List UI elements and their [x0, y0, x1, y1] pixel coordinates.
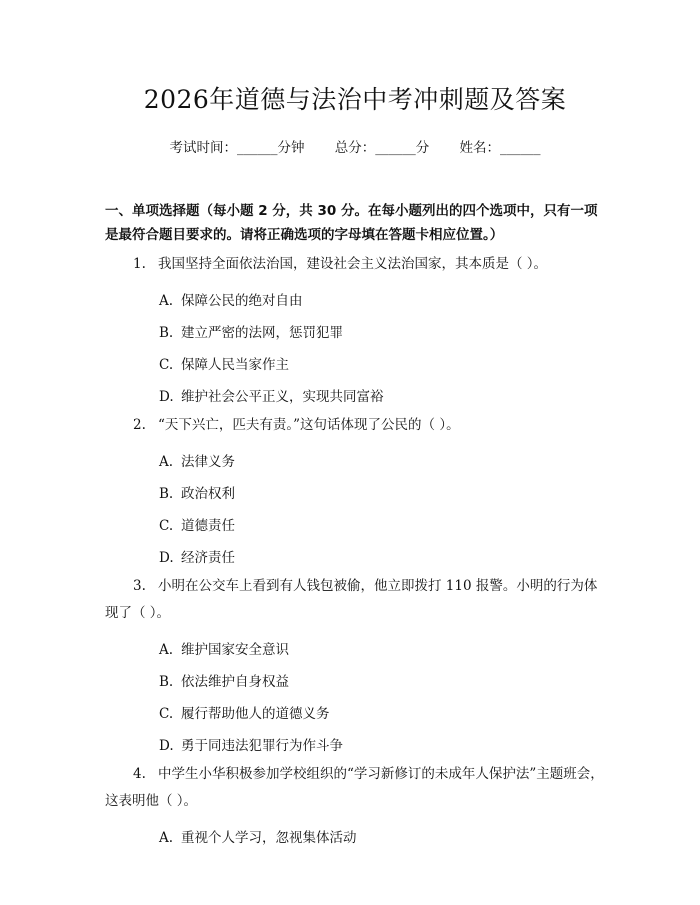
option-item: [105, 827, 605, 849]
option-letter: C.: [159, 357, 174, 373]
option-text: 履行帮助他人的道德义务: [181, 706, 330, 722]
option-item: [105, 515, 605, 537]
option-text: 道德责任: [181, 518, 235, 534]
question-number: 4.: [133, 766, 146, 782]
exam-time-field: 考试时间：______分钟: [169, 140, 305, 156]
option-text: 维护社会公平正义，实现共同富裕: [181, 389, 384, 405]
question-text: “天下兴亡，匹夫有责。”这句话体现了公民的（ ）。: [158, 417, 460, 433]
question-4: [105, 761, 605, 815]
option-letter: A.: [159, 293, 174, 309]
option-letter: B.: [159, 486, 174, 502]
exam-info-line: [105, 137, 605, 159]
option-text: 重视个人学习，忽视集体活动: [181, 830, 357, 846]
option-item: [105, 639, 605, 661]
option-letter: C.: [159, 706, 174, 722]
question-number: 1.: [133, 256, 146, 272]
question-number: 2.: [133, 417, 146, 433]
option-letter: D.: [159, 738, 174, 754]
option-text: 保障人民当家作主: [181, 357, 289, 373]
option-text: 勇于同违法犯罪行为作斗争: [181, 738, 343, 754]
option-text: 维护国家安全意识: [181, 642, 289, 658]
option-letter: D.: [159, 389, 174, 405]
option-item: [105, 354, 605, 376]
option-text: 保障公民的绝对自由: [181, 293, 303, 309]
option-letter: C.: [159, 518, 174, 534]
option-letter: B.: [159, 674, 174, 690]
question-1: [105, 251, 605, 278]
question-number: 3.: [133, 578, 146, 594]
option-item: [105, 671, 605, 693]
option-item: [105, 290, 605, 312]
option-text: 政治权利: [181, 486, 235, 502]
option-item: [105, 483, 605, 505]
option-item: [105, 451, 605, 473]
option-text: 建立严密的法网，惩罚犯罪: [181, 325, 343, 341]
option-letter: A.: [159, 454, 174, 470]
page-title: 2026年道德与法治中考冲刺题及答案: [143, 85, 567, 114]
option-item: [105, 386, 605, 408]
option-text: 经济责任: [181, 550, 235, 566]
option-item: [105, 322, 605, 344]
question-text: 我国坚持全面依法治国，建设社会主义法治国家，其本质是（ ）。: [158, 256, 548, 272]
option-letter: B.: [159, 325, 174, 341]
option-item: [105, 703, 605, 725]
option-text: 法律义务: [181, 454, 235, 470]
option-letter: A.: [159, 642, 174, 658]
option-letter: A.: [159, 830, 174, 846]
question-text: 小明在公交车上看到有人钱包被偷，他立即拨打 110 报警。小明的行为体现了（ ）。: [105, 578, 598, 621]
student-name-field: 姓名：______: [459, 140, 541, 156]
option-item: [105, 547, 605, 569]
question-2: [105, 412, 605, 439]
section-heading: 一、单项选择题（每小题 2 分，共 30 分。在每小题列出的四个选项中，只有一项是最符合题目要求的。请将正确选项的字母填在答题卡相应位置。）: [105, 203, 598, 243]
total-score-field: 总分：______分: [334, 140, 430, 156]
option-text: 依法维护自身权益: [181, 674, 289, 690]
question-text: 中学生小华积极参加学校组织的“学习新修订的未成年人保护法”主题班会，这表明他（ ）。: [105, 766, 604, 809]
question-3: [105, 573, 605, 627]
option-letter: D.: [159, 550, 174, 566]
option-item: [105, 735, 605, 757]
